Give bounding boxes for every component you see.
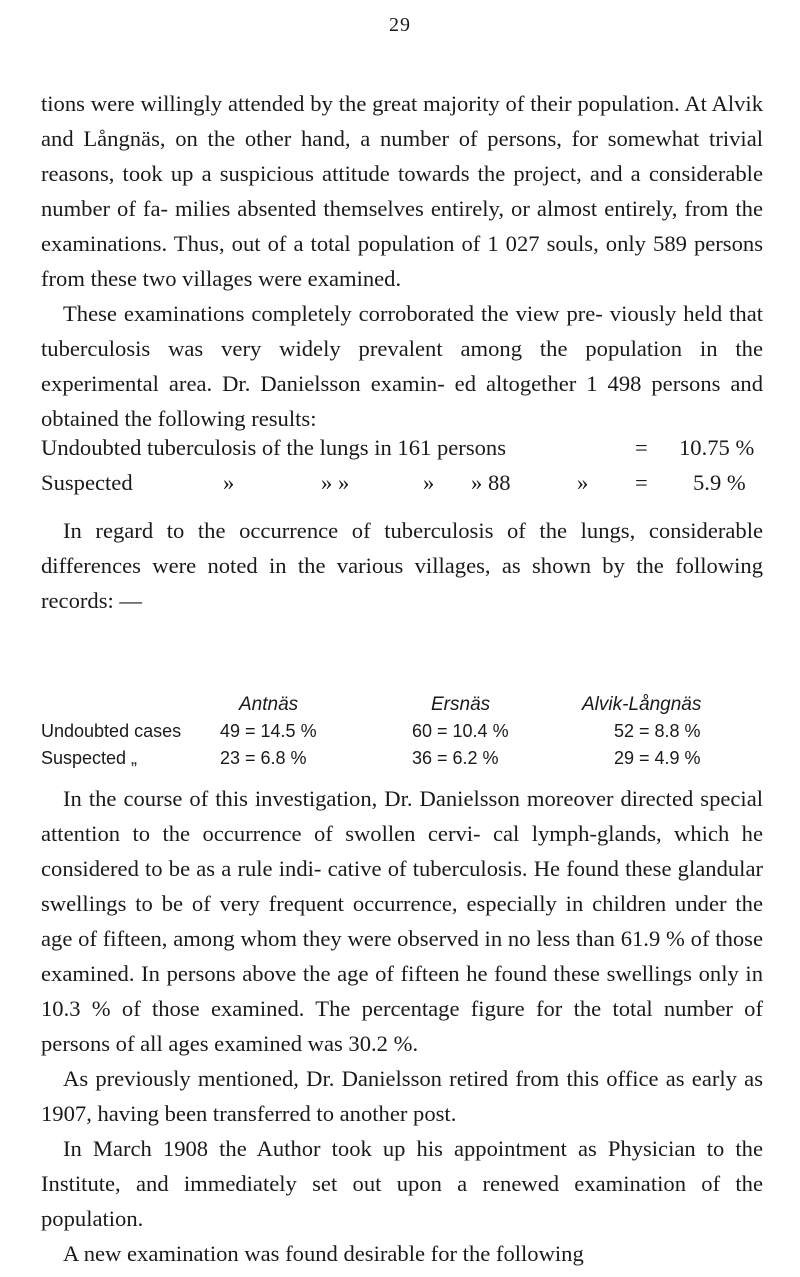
- paragraph: tions were willingly attended by the great majority of their population. At Alvik and Långnäs, on the other hand, a number of persons, for somewhat trivial reasons, took up a suspicious attitude towards the project, and a considerable number of fa- milies absented themselves entirely, or almost entirely, from the examinations. Thus, out of a total population of 1 027 souls, only 589 persons from these two villages were examined.: [41, 91, 763, 291]
- table-cell: 36 = 6.2 %: [412, 748, 499, 768]
- records-row: [41, 748, 763, 775]
- table-cell: 29 = 4.9 %: [614, 748, 701, 768]
- row-label: Undoubted cases: [41, 721, 182, 741]
- paragraph: In regard to the occurrence of tuberculosis of the lungs, considerable differences were noted in the various villages, as shown by the following records: —: [41, 518, 763, 613]
- page-number: 29: [389, 14, 411, 36]
- ditto-count: » 88: [471, 470, 511, 495]
- results-block: [41, 430, 763, 500]
- table-cell: 49 = 14.5 %: [220, 721, 317, 741]
- row-label: Suspected „: [41, 748, 138, 768]
- results-value: 5.9 %: [693, 470, 746, 495]
- paragraph: As previously mentioned, Dr. Danielsson retired from this office as early as 1907, having been transferred to another post.: [41, 1066, 763, 1126]
- records-row: [41, 721, 763, 748]
- results-value: 10.75 %: [679, 435, 755, 460]
- column-header: Ersnäs: [431, 694, 491, 715]
- paragraph: In the course of this investigation, Dr. Danielsson moreover directed special attention to the occurrence of swollen cervi- cal lymph-glands, which he considered to be as a rule indi- cative of tuberculosis. He found these glandular swellings to be of very frequent occurrence, especially in children under the age of fifteen, among whom they were observed in no less than 61.9 % of those examined. In persons above the age of fifteen he found these swellings only in 10.3 % of those examined. The percentage figure for the total number of persons of all ages examined was 30.2 %.: [41, 786, 763, 1056]
- column-header: Alvik-Långnäs: [582, 694, 702, 715]
- table-cell: 60 = 10.4 %: [412, 721, 509, 741]
- results-row-suspected: [41, 465, 763, 500]
- ditto-mark: »: [223, 470, 235, 495]
- ditto-mark: »: [423, 470, 435, 495]
- records-intro: [41, 513, 763, 618]
- ditto-mark: »: [577, 470, 589, 495]
- column-header: Antnäs: [239, 694, 299, 715]
- paragraph: These examinations completely corroborated the view pre- viously held that tuberculosis was very widely prevalent among the population in the experimental area. Dr. Danielsson examin- ed altogether 1 498 persons and obtained the following results:: [41, 301, 763, 431]
- equals-sign: =: [635, 435, 648, 460]
- text-block-top: [41, 86, 763, 436]
- paragraph: In March 1908 the Author took up his appointment as Physician to the Institute, and immediately set out upon a renewed examination of the population.: [41, 1136, 763, 1231]
- table-cell: 23 = 6.8 %: [220, 748, 307, 768]
- records-table: [41, 694, 763, 775]
- ditto-mark: » »: [321, 470, 350, 495]
- results-label: Suspected: [41, 470, 133, 495]
- table-cell: 52 = 8.8 %: [614, 721, 701, 741]
- results-label: Undoubted tuberculosis of the lungs in 161 persons: [41, 435, 507, 460]
- text-block-bottom: [41, 781, 763, 1271]
- records-header-row: [41, 694, 763, 721]
- paragraph: A new examination was found desirable for the following: [63, 1241, 584, 1266]
- equals-sign: =: [635, 470, 648, 495]
- results-row-undoubted: [41, 430, 763, 465]
